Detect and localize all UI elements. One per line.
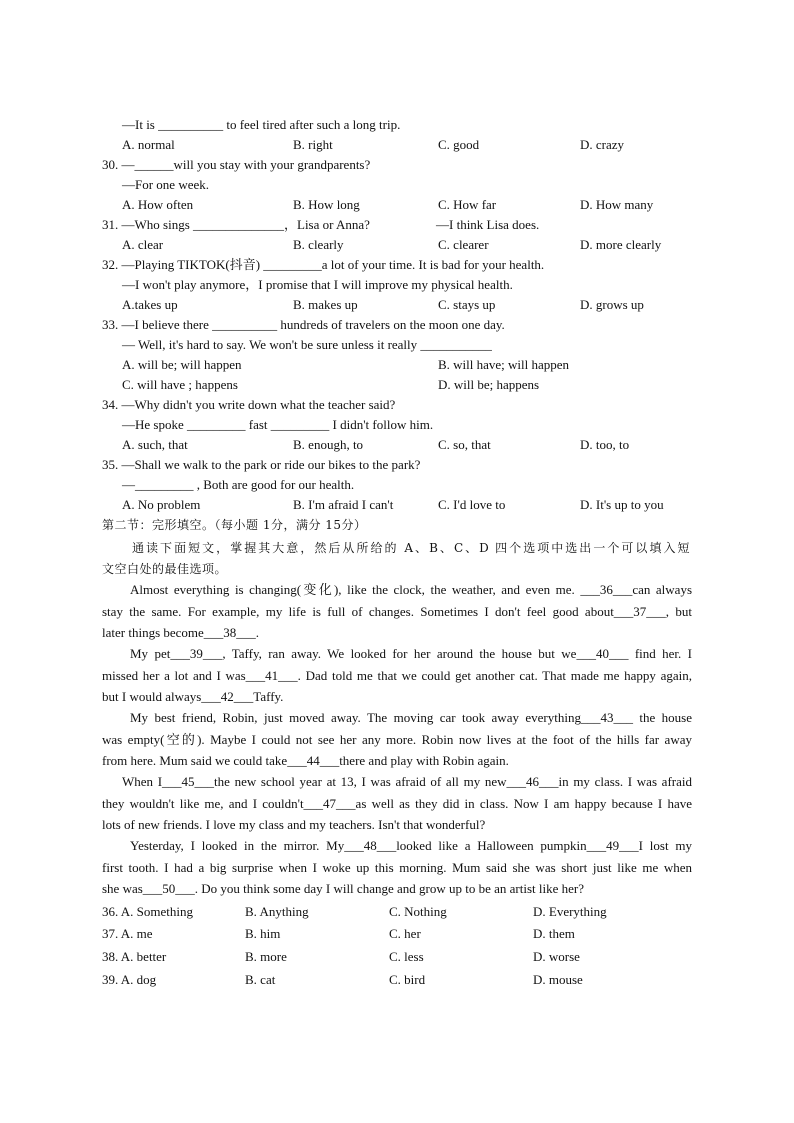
q32-question: 32. —Playing TIKTOK(抖音) _________a lot of your time. It is bad for your health.	[102, 257, 545, 272]
q30-option-a: A. How often	[122, 197, 194, 212]
passage-p2-line1: My pet___39___, Taffy, ran away. We looked for her around the house but we___40___ find her. I	[130, 646, 692, 661]
q33-option-b: B. will have; will happen	[438, 357, 570, 372]
q35-answer-line: —_________ , Both are good for our health.	[122, 477, 355, 492]
passage-p1-line3: later things become___38___.	[102, 625, 260, 640]
section-heading: 第二节：完形填空。（每小题 1分，满分 15分）	[102, 518, 367, 532]
q38-option-b: B. more	[245, 949, 287, 964]
q31-option-a: A. clear	[122, 237, 164, 252]
passage-p5-line3: she was___50___. Do you think some day I will change and grow up to be an artist like her?	[102, 881, 584, 896]
passage-p1-line2: stay the same. For example, my life is full of changes. Sometimes I don't feel good about___37___, but	[102, 604, 692, 619]
q29-line: —It is __________ to feel tired after such a long trip.	[122, 117, 401, 132]
q29-option-c: C. good	[438, 137, 480, 152]
q30-option-d: D. How many	[580, 197, 654, 212]
q39-option-b: B. cat	[245, 972, 276, 987]
q34-option-d: D. too, to	[580, 437, 630, 452]
q39-option-a: 39. A. dog	[102, 972, 157, 987]
q30-option-b: B. How long	[293, 197, 360, 212]
passage-p4-line3: lots of new friends. I love my class and my teachers. Isn't that wonderful?	[102, 817, 486, 832]
q37-option-d: D. them	[533, 926, 575, 941]
q34-answer-line: —He spoke _________ fast _________ I didn't follow him.	[122, 417, 434, 432]
q35-question: 35. —Shall we walk to the park or ride our bikes to the park?	[102, 457, 421, 472]
q37-option-c: C. her	[389, 926, 421, 941]
q34-option-c: C. so, that	[438, 437, 491, 452]
q34-question: 34. —Why didn't you write down what the teacher said?	[102, 397, 396, 412]
q35-option-b: B. I'm afraid I can't	[293, 497, 394, 512]
q33-option-d: D. will be; happens	[438, 377, 540, 392]
q31-option-b: B. clearly	[293, 237, 344, 252]
q31-option-c: C. clearer	[438, 237, 489, 252]
q38-option-c: C. less	[389, 949, 424, 964]
q32-option-d: D. grows up	[580, 297, 644, 312]
q35-option-c: C. I'd love to	[438, 497, 506, 512]
passage-p1-line1: Almost everything is changing(变化), like the clock, the weather, and even me. ___36___can always	[130, 582, 692, 597]
q33-answer-line: — Well, it's hard to say. We won't be sure unless it really ___________	[122, 337, 492, 352]
q32-option-c: C. stays up	[438, 297, 496, 312]
passage-p3-line3: from here. Mum said we could take___44___there and play with Robin again.	[102, 753, 509, 768]
q29-option-b: B. right	[293, 137, 333, 152]
q38-option-d: D. worse	[533, 949, 580, 964]
passage-p5-line2: first tooth. I had a big surprise when I woke up this morning. Mum said she was short just like me when	[102, 860, 692, 875]
q29-option-d: D. crazy	[580, 137, 625, 152]
q33-option-a: A. will be; will happen	[122, 357, 242, 372]
q32-answer-line: —I won't play anymore，I promise that I will improve my physical health.	[122, 277, 513, 292]
q38-option-a: 38. A. better	[102, 949, 167, 964]
q32-option-b: B. makes up	[293, 297, 358, 312]
section-instruction-line1: 通读下面短文，掌握其大意，然后从所给的 A、B、C、D 四个选项中选出一个可以填入短	[132, 541, 690, 555]
q36-option-a: 36. A. Something	[102, 904, 194, 919]
q30-answer-line: —For one week.	[122, 177, 210, 192]
passage-p2-line3: but I would always___42___Taffy.	[102, 689, 284, 704]
q33-question: 33. —I believe there __________ hundreds of travelers on the moon one day.	[102, 317, 505, 332]
q36-option-c: C. Nothing	[389, 904, 447, 919]
q33-option-c: C. will have ; happens	[122, 377, 238, 392]
passage-p4-line1: When I___45___the new school year at 13, I was afraid of all my new___46___in my class. I was afraid	[122, 774, 692, 789]
q35-option-d: D. It's up to you	[580, 497, 664, 512]
q30-option-c: C. How far	[438, 197, 497, 212]
passage-p3-line2: was empty(空的). Maybe I could not see her any more. Robin now lives at the foot of the hills far away	[102, 732, 692, 747]
section-instruction-line2: 文空白处的最佳选项。	[102, 562, 228, 576]
q31-question: 31. —Who sings ______________，Lisa or Anna?	[102, 217, 370, 232]
passage-p2-line2: missed her a lot and I was___41___. Dad told me that we could get another cat. That made me happy again,	[102, 668, 692, 683]
q34-option-b: B. enough, to	[293, 437, 364, 452]
q34-option-a: A. such, that	[122, 437, 188, 452]
q39-option-d: D. mouse	[533, 972, 583, 987]
q39-option-c: C. bird	[389, 972, 426, 987]
q35-option-a: A. No problem	[122, 497, 201, 512]
q36-option-d: D. Everything	[533, 904, 607, 919]
q37-option-b: B. him	[245, 926, 281, 941]
passage-p3-line1: My best friend, Robin, just moved away. The moving car took away everything___43___ the house	[130, 710, 692, 725]
q31-reply: —I think Lisa does.	[436, 217, 540, 232]
q31-option-d: D. more clearly	[580, 237, 662, 252]
passage-p4-line2: they wouldn't like me, and I couldn't___47___as well as they did in class. Now I am happy because I have	[102, 796, 692, 811]
q32-option-a: A.takes up	[122, 297, 178, 312]
passage-p5-line1: Yesterday, I looked in the mirror. My___48___looked like a Halloween pumpkin___49___I lost my	[130, 838, 692, 853]
q29-option-a: A. normal	[122, 137, 175, 152]
q30-question: 30. —______will you stay with your grandparents?	[102, 157, 371, 172]
q37-option-a: 37. A. me	[102, 926, 153, 941]
q36-option-b: B. Anything	[245, 904, 309, 919]
